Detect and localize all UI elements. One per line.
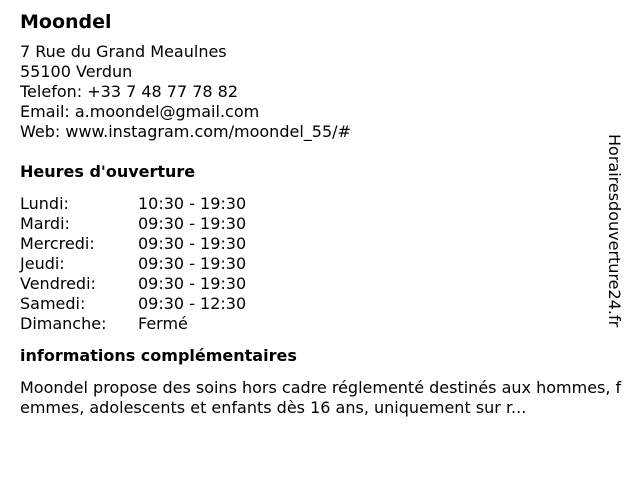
- street-address: 7 Rue du Grand Meaulnes: [20, 42, 227, 61]
- time-value: Fermé: [138, 314, 188, 333]
- time-value: 09:30 - 12:30: [138, 294, 247, 313]
- time-value: 09:30 - 19:30: [138, 214, 247, 233]
- hours-row-mercredi: [20, 234, 626, 254]
- day-label: Mardi:: [20, 214, 70, 233]
- time-value: 09:30 - 19:30: [138, 234, 247, 253]
- day-label: Samedi:: [20, 294, 86, 313]
- hours-row-samedi: [20, 294, 626, 314]
- day-label: Jeudi:: [20, 254, 65, 273]
- day-label: Mercredi:: [20, 234, 95, 253]
- hours-row-mardi: [20, 214, 626, 234]
- phone-line: Telefon: +33 7 48 77 78 82: [20, 82, 239, 101]
- info-description: Moondel propose des soins hors cadre réglementé destinés aux hommes, femmes, adolescents et enfants dès 16 ans, uniquement sur r...: [20, 378, 622, 417]
- time-value: 10:30 - 19:30: [138, 194, 247, 213]
- business-name: Moondel: [20, 11, 112, 33]
- day-label: Dimanche:: [20, 314, 107, 333]
- contact-block: [20, 42, 626, 142]
- city-address: 55100 Verdun: [20, 62, 133, 81]
- day-label: Lundi:: [20, 194, 69, 213]
- time-value: 09:30 - 19:30: [138, 274, 247, 293]
- email-line: Email: a.moondel@gmail.com: [20, 102, 260, 121]
- hours-row-dimanche: [20, 314, 626, 334]
- business-card: [20, 10, 626, 418]
- web-line: Web: www.instagram.com/moondel_55/#: [20, 122, 351, 141]
- day-label: Vendredi:: [20, 274, 96, 293]
- time-value: 09:30 - 19:30: [138, 254, 247, 273]
- hours-row-vendredi: [20, 274, 626, 294]
- hours-heading: Heures d'ouverture: [20, 162, 196, 181]
- hours-row-lundi: [20, 194, 626, 214]
- site-watermark: Horairesdouverture24.fr: [605, 134, 624, 328]
- info-heading: informations complémentaires: [20, 346, 297, 365]
- hours-row-jeudi: [20, 254, 626, 274]
- hours-table: [20, 194, 626, 334]
